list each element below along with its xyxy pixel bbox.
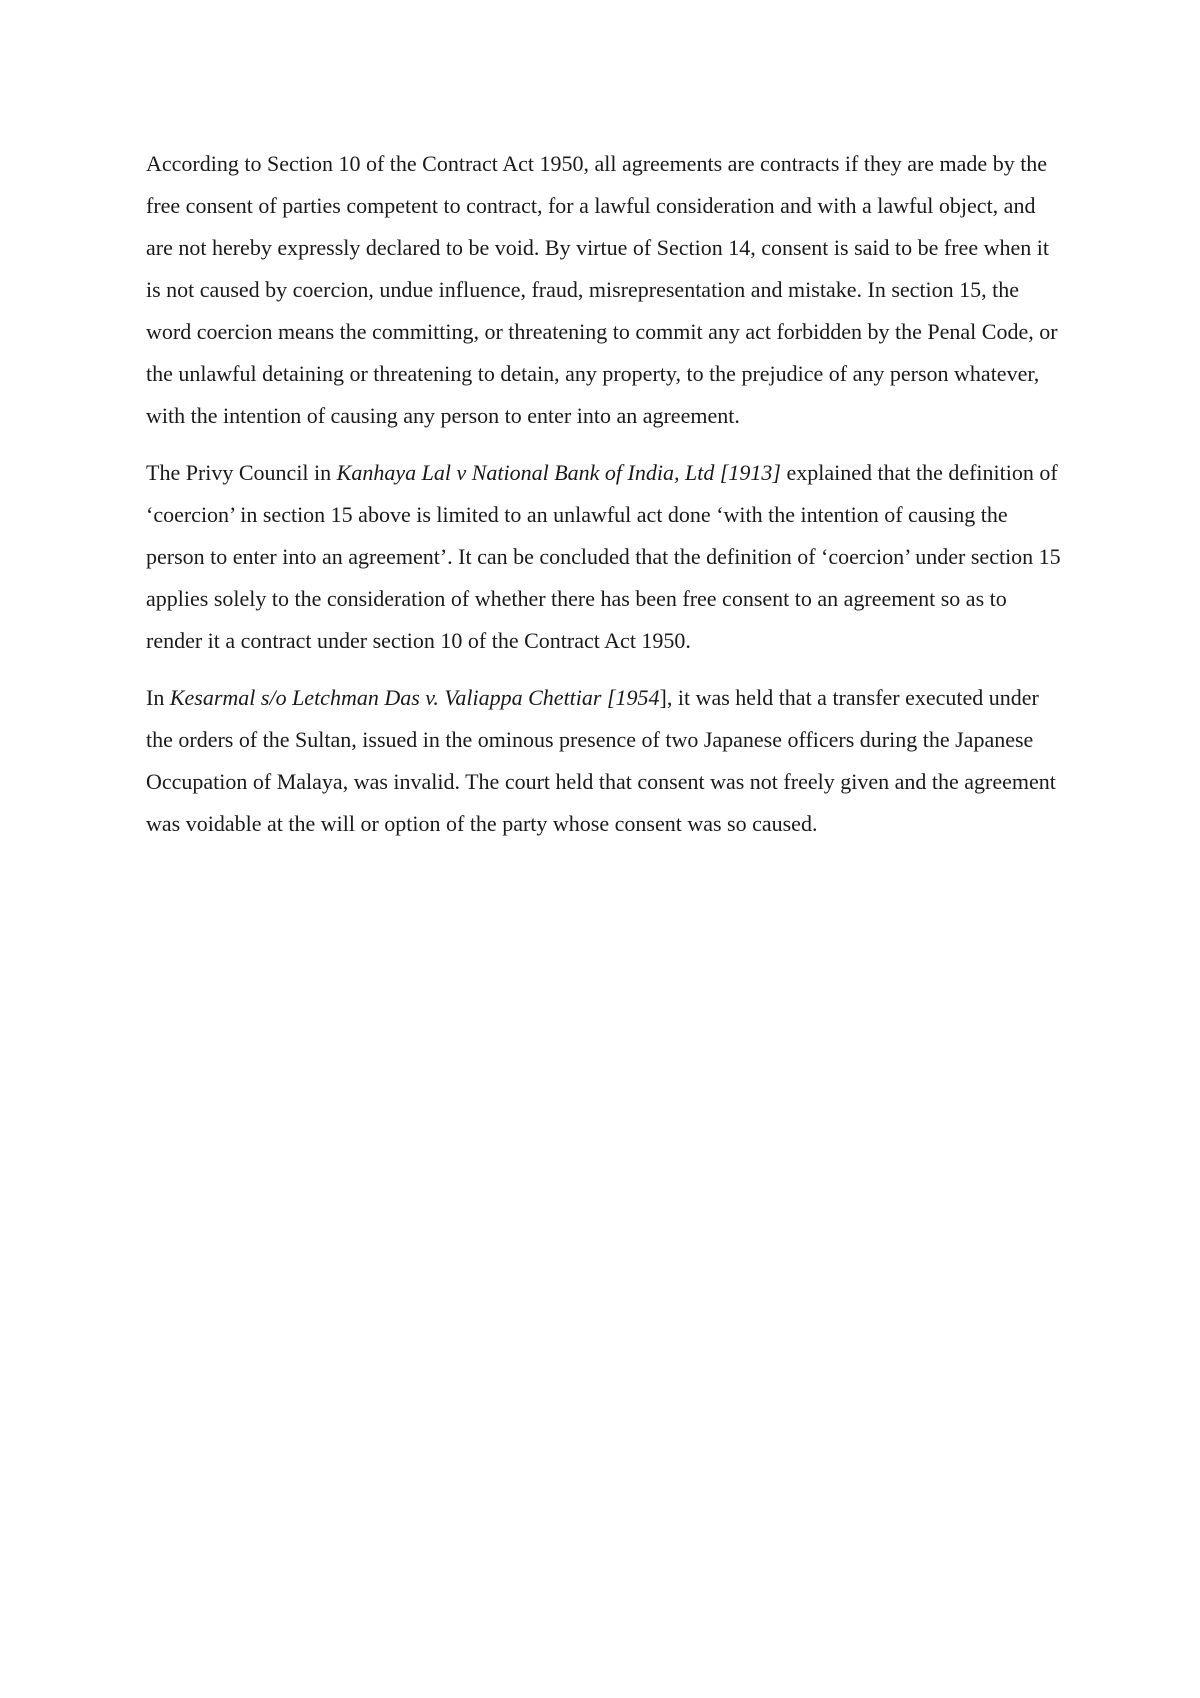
paragraph-text: In bbox=[146, 685, 170, 710]
case-citation-kesarmal: Kesarmal s/o Letchman Das v. Valiappa Chettiar [1954 bbox=[169, 685, 660, 710]
paragraph-contract-act-section-10 bbox=[146, 143, 1066, 437]
paragraph-text: ], it was held that a transfer executed under the orders of the Sultan, issued in the ominous presence of two Japanese officers during the Japanese Occupation of Malaya, was invalid. The court held that consent was not freely given and the agreement was voidable at the will or option of the party whose consent was so caused. bbox=[146, 685, 1056, 836]
paragraph-kesarmal bbox=[146, 677, 1066, 845]
document-body bbox=[146, 143, 1066, 860]
paragraph-text: According to Section 10 of the Contract Act 1950, all agreements are contracts if they are made by the free consent of parties competent to contract, for a lawful consideration and with a lawful object, and are not hereby expressly declared to be void. By virtue of Section 14, consent is said to be free when it is not caused by coercion, undue influence, fraud, misrepresentation and mistake. In section 15, the word coercion means the committing, or threatening to commit any act forbidden by the Penal Code, or the unlawful detaining or threatening to detain, any property, to the prejudice of any person whatever, with the intention of causing any person to enter into an agreement. bbox=[146, 151, 1058, 428]
paragraph-privy-council bbox=[146, 452, 1066, 662]
case-citation-kanhaya-lal: Kanhaya Lal v National Bank of India, Ltd [1913] bbox=[336, 460, 781, 485]
paragraph-text: The Privy Council in bbox=[146, 460, 337, 485]
paragraph-text: explained that the definition of ‘coercion’ in section 15 above is limited to an unlawful act done ‘with the intention of causing the person to enter into an agreement’. It can be concluded that the definition of ‘coercion’ under section 15 applies solely to the consideration of whether there has been free consent to an agreement so as to render it a contract under section 10 of the Contract Act 1950. bbox=[146, 460, 1061, 653]
